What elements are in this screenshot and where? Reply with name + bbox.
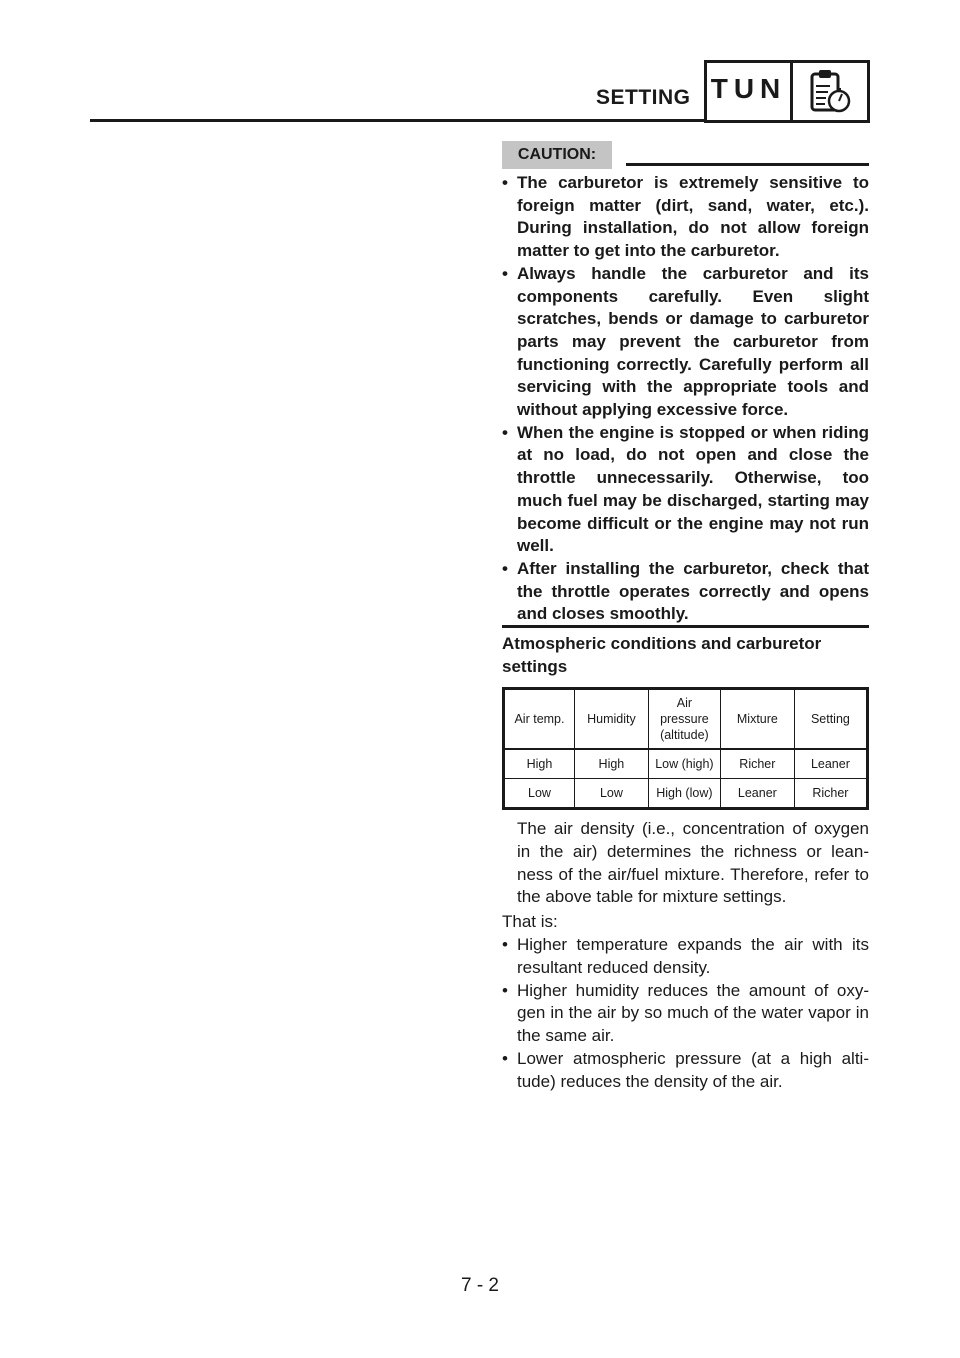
body-bullet: • Lower atmospheric pressure (at a high alti-tude) reduces the density of the air. [502, 1048, 869, 1094]
clipboard-stopwatch-icon [793, 63, 867, 120]
table-cell: High [574, 749, 648, 779]
table-cell: Richer [794, 779, 867, 809]
section-tab [704, 60, 870, 123]
caution-list [502, 172, 869, 626]
table-header-cell: Setting [794, 689, 867, 750]
explanation-text [502, 818, 869, 1094]
tab-code: TUN [707, 63, 793, 120]
caution-rule [626, 163, 869, 166]
table-header-cell: Air temp. [504, 689, 575, 750]
caution-end-rule [502, 625, 869, 628]
caution-header [502, 141, 869, 169]
table-cell: High [504, 749, 575, 779]
table-row [504, 779, 868, 809]
table-header-row [504, 689, 868, 750]
table-cell: Leaner [720, 779, 794, 809]
section-heading: Atmospheric conditions and carburetor settings [502, 634, 822, 676]
caution-item: • When the engine is stopped or when riding at no load, do not open and close the throttle unnecessarily. Otherwise, too much fuel may be discharged, starting may become difficult or the engine may not run well. [502, 422, 869, 558]
table-cell: Low [574, 779, 648, 809]
caution-item: • After installing the carburetor, check that the throttle operates correctly and opens and closes smoothly. [502, 558, 869, 626]
body-paragraph: The air density (i.e., concentration of oxygen in the air) determines the richness or lean-ness of the air/fuel mixture. Therefore, refer to the above table for mixture settings. [517, 819, 869, 907]
section-title: SETTING [596, 86, 691, 109]
caution-item: • The carburetor is extremely sensitive to foreign matter (dirt, sand, water, etc.). During installation, do not allow foreign matter to get into the carburetor. [502, 172, 869, 263]
table-cell: High (low) [648, 779, 720, 809]
table-cell: Low (high) [648, 749, 720, 779]
header-rule [90, 119, 704, 122]
table-cell: Low [504, 779, 575, 809]
caution-item: • Always handle the carburetor and its components carefully. Even slight scratches, bends or damage to carburetor parts may prevent the carburetor from functioning correctly. Carefully perform all servicing with the appropriate tools and without applying excessive force. [502, 263, 869, 422]
caution-label: CAUTION: [502, 141, 612, 169]
page-number: 7 - 2 [460, 1275, 500, 1296]
conditions-table [502, 687, 869, 810]
that-is-label: That is: [502, 912, 558, 932]
table-row [504, 749, 868, 779]
table-header-cell: Mixture [720, 689, 794, 750]
table-cell: Leaner [794, 749, 867, 779]
table-cell: Richer [720, 749, 794, 779]
table-header-cell: Air pressure (altitude) [648, 689, 720, 750]
body-bullet: • Higher humidity reduces the amount of oxy-gen in the air by so much of the water vapor in the same air. [502, 980, 869, 1048]
body-bullet: • Higher temperature expands the air with its resultant reduced density. [502, 934, 869, 980]
table-header-cell: Humidity [574, 689, 648, 750]
